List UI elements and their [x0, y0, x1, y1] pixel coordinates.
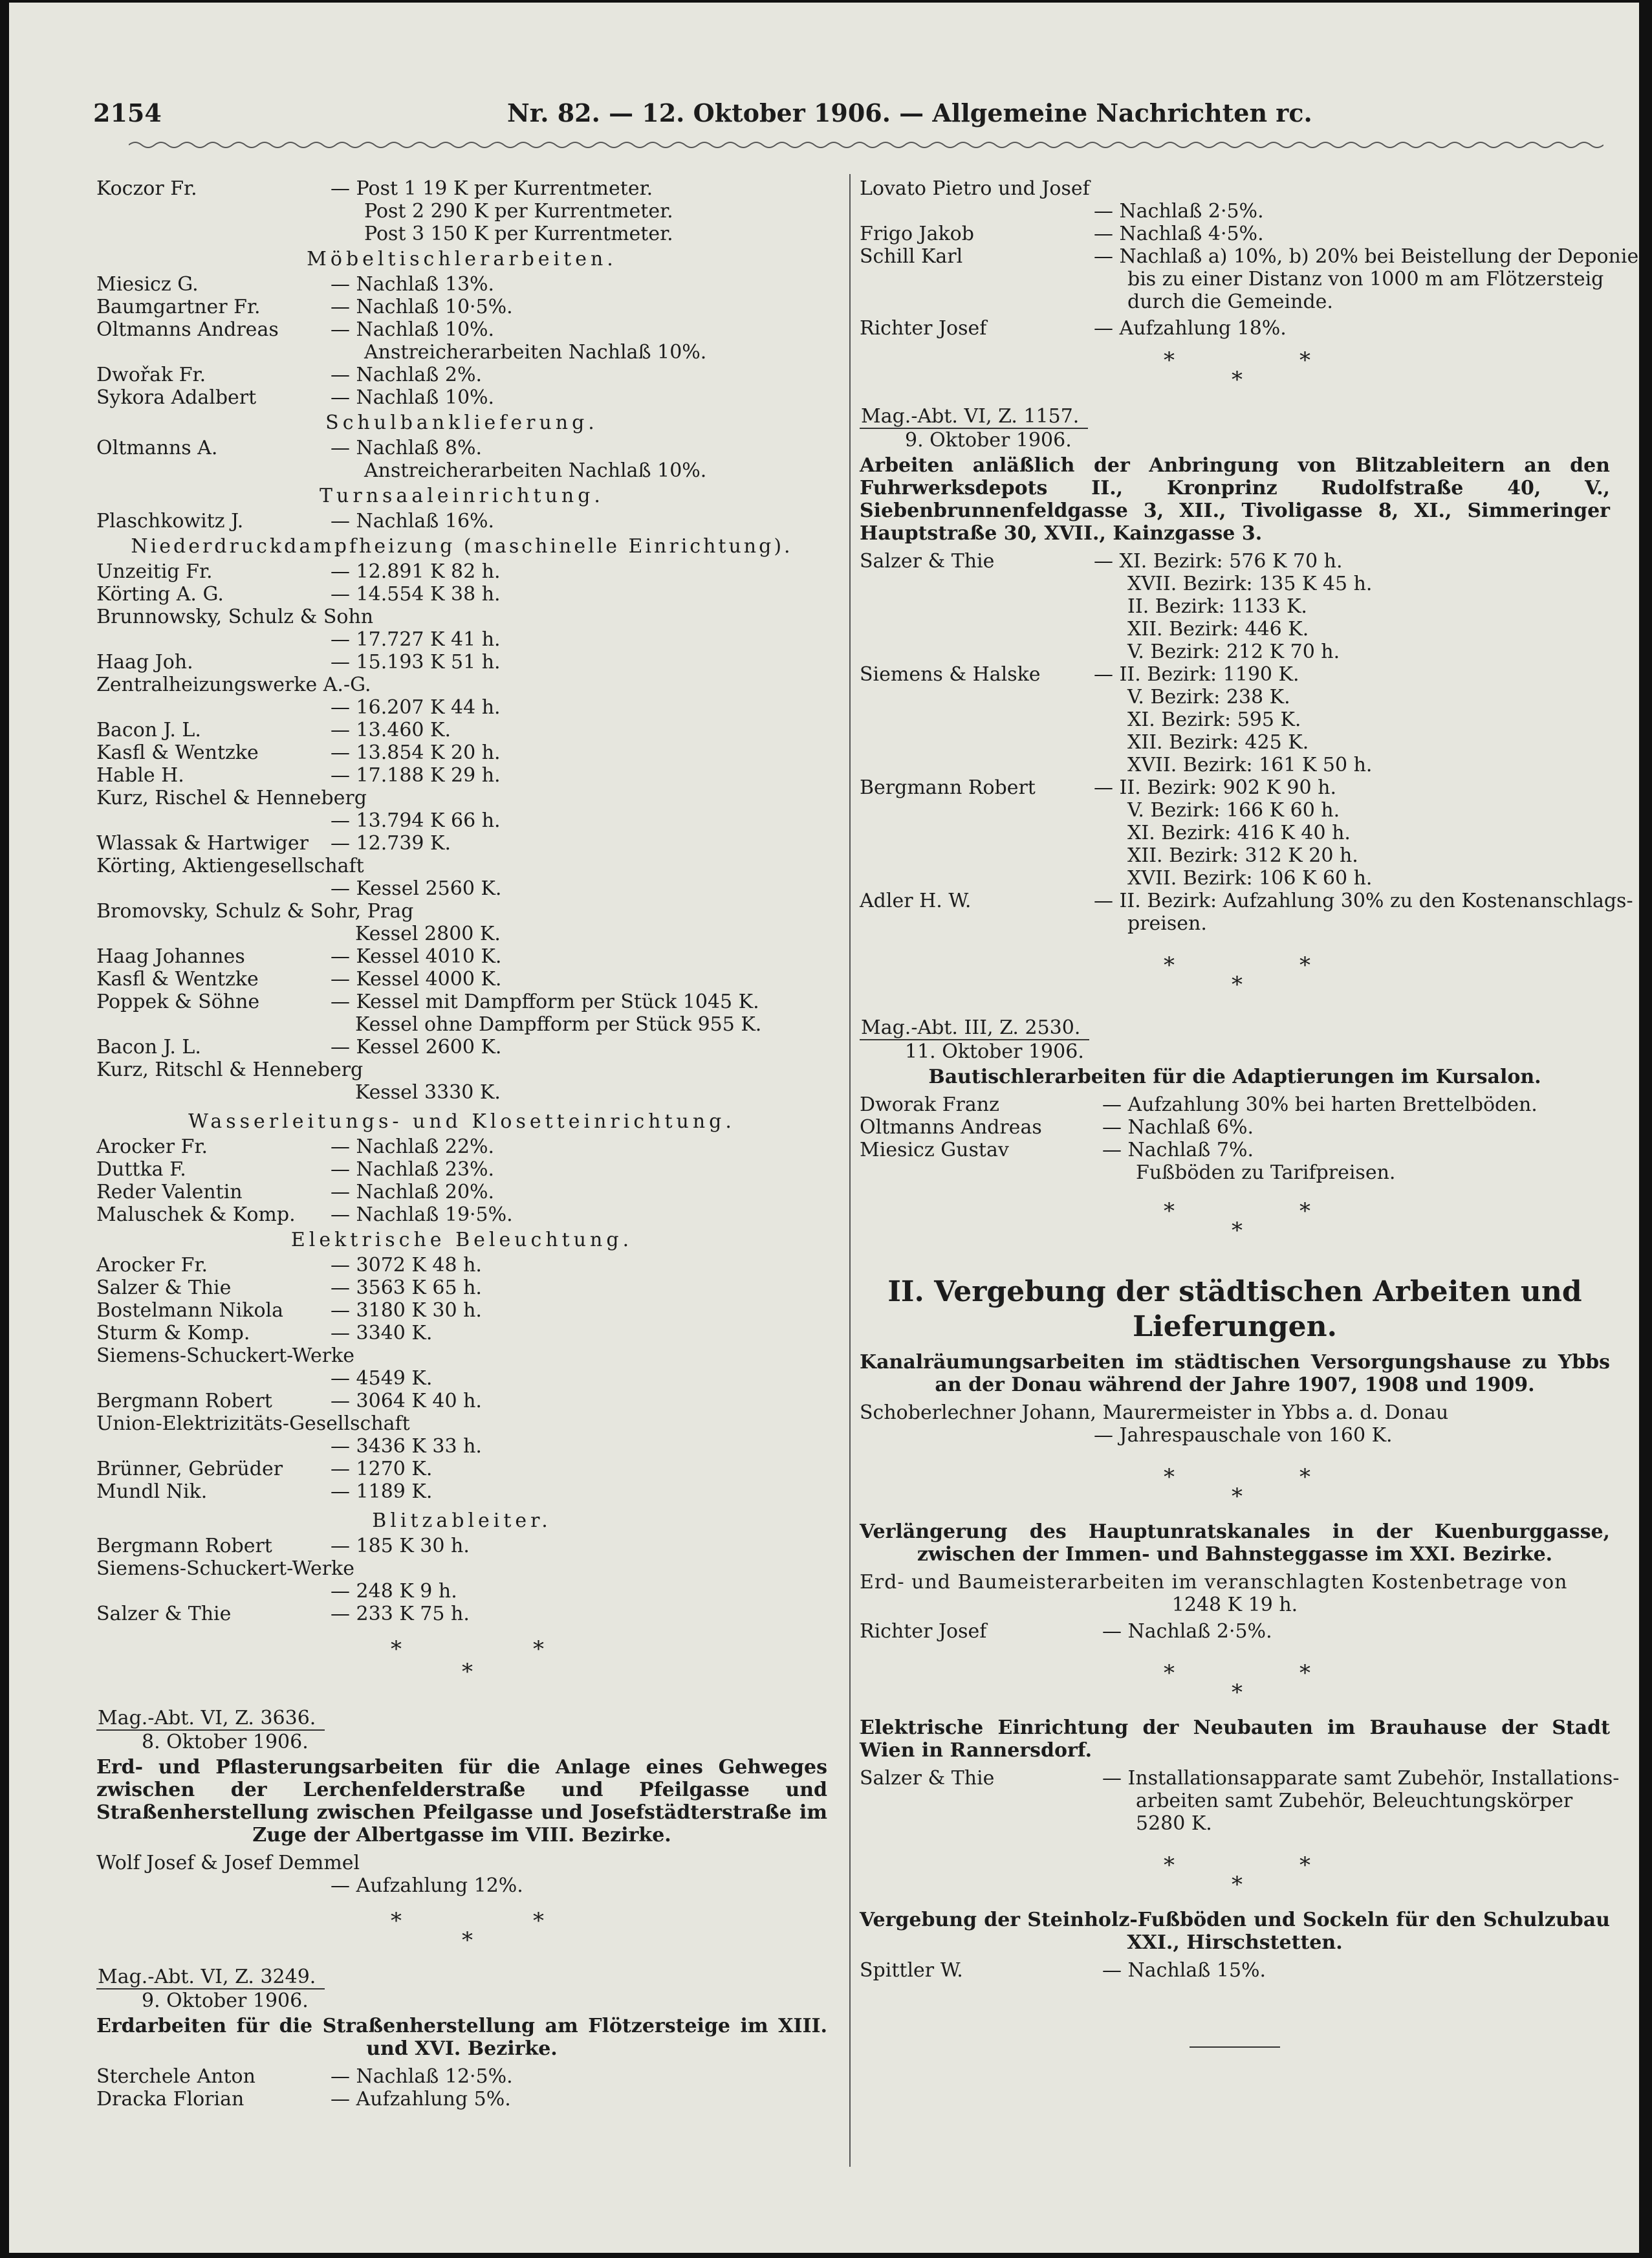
list-item: Spittler W. — Nachlaß 15%. — [860, 1959, 1266, 1982]
list-item-name: Lovato Pietro und Josef — [860, 177, 1090, 200]
block-title: Erdarbeiten für die Straßenherstellung am Flötzersteige im XIII. und XVI. Bezirke. — [96, 2015, 827, 2060]
date: 11. Oktober 1906. — [905, 1040, 1084, 1063]
block-title: Kanalräumungsarbeiten im städtischen Versorgungshause zu Ybbs an der Donau während der Jahre 1907, 1908 und 1909. — [860, 1351, 1610, 1396]
list-item-name: Schoberlechner Johann, Maurermeister in Ybbs a. d. Donau — [860, 1401, 1449, 1424]
list-item: Bergmann Robert — 185 K 30 h. — [96, 1535, 470, 1557]
list-item: Schill Karl — Nachlaß a) 10%, b) 20% bei Beistellung der Deponie bis zu einer Distanz von 1000 m am Flötzersteig durch die Gemeinde. — [860, 245, 1639, 313]
reference-number: Mag.-Abt. III, Z. 2530. — [860, 1016, 1089, 1040]
reference-number: Mag.-Abt. VI, Z. 3636. — [96, 1707, 325, 1731]
subheading: Erd- und Baumeisterarbeiten im veranschlagten Kostenbetrage von — [860, 1571, 1568, 1594]
star-separator: * * * — [391, 1908, 544, 1953]
date: 9. Oktober 1906. — [905, 429, 1072, 452]
end-rule — [1190, 2046, 1280, 2048]
section-heading: Möbeltischlerarbeiten. — [307, 248, 617, 270]
list-item: Salzer & Thie — 233 K 75 h. — [96, 1603, 470, 1625]
block-title: Elektrische Einrichtung der Neubauten im Brauhause der Stadt Wien in Rannersdorf. — [860, 1716, 1610, 1762]
list-item-name: Kurz, Rischel & Henneberg — [96, 787, 367, 809]
block-title: Vergebung der Steinholz-Fußböden und Sockeln für den Schulzubau XXI., Hirschstetten. — [860, 1909, 1610, 1954]
list-item-value: Kessel 3330 K. — [355, 1081, 501, 1104]
list-item: Dworak Franz — Aufzahlung 30% bei harten Brettelböden. — [860, 1093, 1538, 1116]
list-item: Poppek & Söhne — Kessel mit Dampfform per Stück 1045 K. Kessel ohne Dampfform per Stück 955 K. — [96, 991, 762, 1036]
section-heading: Wasserleitungs- und Klosetteinrichtung. — [188, 1110, 735, 1133]
list-item: Baumgartner Fr. — Nachlaß 10·5%. — [96, 296, 513, 318]
left-column — [96, 177, 827, 2110]
list-item-value: — Jahrespauschale von 160 K. — [1094, 1424, 1393, 1447]
star-separator: * * * — [1164, 952, 1310, 998]
list-item: Haag Johannes — Kessel 4010 K. — [96, 945, 502, 968]
list-item: Hable H. — 17.188 K 29 h. — [96, 764, 501, 787]
list-item: Miesicz Gustav — Nachlaß 7%. Fußböden zu Tarifpreisen. — [860, 1139, 1396, 1184]
list-item-value: Kessel 2800 K. — [355, 923, 501, 945]
list-item: Maluschek & Komp. — Nachlaß 19·5%. — [96, 1203, 513, 1226]
date: 9. Oktober 1906. — [142, 1989, 309, 2012]
right-column — [860, 177, 1639, 2048]
list-item: Bergmann Robert — 3064 K 40 h. — [96, 1390, 482, 1412]
list-item: Siemens & Halske — II. Bezirk: 1190 K. V. Bezirk: 238 K. XI. Bezirk: 595 K. XII. Bezirk: 425 K. XVII. Bezirk: 161 K 50 h. — [860, 663, 1373, 776]
block-title: Verlängerung des Hauptunratskanales in der Kuenburggasse, zwischen der Immen- und Bahnsteggasse im XXI. Bezirke. — [860, 1520, 1610, 1566]
list-item: Salzer & Thie — Installationsapparate samt Zubehör, Installations- arbeiten samt Zubehör, Beleuchtungskörper 5280 K. — [860, 1767, 1620, 1835]
list-item: Reder Valentin — Nachlaß 20%. — [96, 1181, 495, 1203]
list-item-name: Union-Elektrizitäts-Gesellschaft — [96, 1412, 410, 1435]
block-title: Bautischlerarbeiten für die Adaptierungen im Kursalon. — [928, 1066, 1541, 1088]
section-title: II. Vergebung der städtischen Arbeiten und Lieferungen. — [887, 1275, 1582, 1343]
list-item: Richter Josef — Aufzahlung 18%. — [860, 317, 1287, 340]
list-item-name: Siemens-Schuckert-Werke — [96, 1344, 354, 1367]
block-title: Arbeiten anläßlich der Anbringung von Blitzableitern an den Fuhrwerksdepots II., Kronprinz Rudolfstraße 40, V., Siebenbrunnenfeldgasse 3, XII., Tivoligasse 8, XI., Simmeringer Hauptstraße 30, XVII., Kainzgasse 3. — [860, 454, 1610, 545]
list-item: Duttka F. — Nachlaß 23%. — [96, 1158, 495, 1181]
list-item: Unzeitig Fr. — 12.891 K 82 h. — [96, 560, 501, 583]
column-divider — [849, 174, 851, 2167]
list-item: Sturm & Komp. — 3340 K. — [96, 1322, 433, 1344]
list-item: Kasfl & Wentzke — 13.854 K 20 h. — [96, 741, 501, 764]
list-item-name: Zentralheizungswerke A.-G. — [96, 674, 371, 696]
subheading-amount: 1248 K 19 h. — [1171, 1594, 1298, 1616]
star-separator: * * * — [1164, 347, 1310, 393]
section-heading: Turnsaaleinrichtung. — [320, 485, 604, 507]
section-heading: Niederdruckdampfheizung (maschinelle Einrichtung). — [131, 535, 793, 558]
list-item-value: — Aufzahlung 12%. — [331, 1874, 523, 1897]
list-item: Oltmanns Andreas — Nachlaß 10%. Anstreicherarbeiten Nachlaß 10%. — [96, 318, 707, 364]
list-item: Plaschkowitz J. — Nachlaß 16%. — [96, 510, 495, 532]
list-item: Salzer & Thie — 3563 K 65 h. — [96, 1277, 482, 1299]
list-item: Haag Joh. — 15.193 K 51 h. — [96, 651, 501, 674]
list-item-name: Körting, Aktiengesellschaft — [96, 855, 364, 877]
list-item: Dracka Florian — Aufzahlung 5%. — [96, 2088, 511, 2110]
section-heading: Blitzableiter. — [372, 1509, 552, 1532]
list-item-value: — Nachlaß 2·5%. — [1094, 200, 1264, 223]
list-item-name: Wolf Josef & Josef Demmel — [96, 1852, 360, 1874]
list-item-name: Kurz, Ritschl & Henneberg — [96, 1058, 364, 1081]
star-separator: * * * — [391, 1636, 544, 1685]
list-item: Wlassak & Hartwiger — 12.739 K. — [96, 832, 451, 855]
list-item: Sterchele Anton — Nachlaß 12·5%. — [96, 2065, 513, 2088]
list-item: Bacon J. L. — Kessel 2600 K. — [96, 1036, 502, 1058]
list-item: Koczor Fr. — Post 1 19 K per Kurrentmeter. Post 2 290 K per Kurrentmeter. Post 3 150 K per Kurrentmeter. — [96, 177, 673, 245]
list-item-value: — 13.794 K 66 h. — [331, 809, 501, 832]
list-item: Frigo Jakob — Nachlaß 4·5%. — [860, 223, 1264, 245]
list-item-value: — 16.207 K 44 h. — [331, 696, 501, 719]
list-item: Arocker Fr. — 3072 K 48 h. — [96, 1254, 482, 1277]
star-separator: * * * — [1164, 1198, 1310, 1244]
list-item: Bostelmann Nikola — 3180 K 30 h. — [96, 1299, 482, 1322]
list-item-value: — 248 K 9 h. — [331, 1580, 457, 1603]
star-separator: * * * — [1164, 1660, 1310, 1705]
list-item: Arocker Fr. — Nachlaß 22%. — [96, 1135, 495, 1158]
reference-number: Mag.-Abt. VI, Z. 1157. — [860, 405, 1088, 429]
list-item: Oltmanns A. — Nachlaß 8%. Anstreicherarbeiten Nachlaß 10%. — [96, 437, 707, 482]
block-title: Erd- und Pflasterungsarbeiten für die Anlage eines Gehweges zwischen der Lerchenfelderstraße und Pfeilgasse und Straßenherstellung zwischen Pfeilgasse und Josefstädterstraße im Zuge der Albertgasse im VIII. Bezirke. — [96, 1756, 827, 1847]
date: 8. Oktober 1906. — [142, 1731, 309, 1753]
list-item: Dwořak Fr. — Nachlaß 2%. — [96, 364, 482, 386]
page-title: Nr. 82. — 12. Oktober 1906. — Allgemeine Nachrichten rc. — [507, 98, 1312, 127]
list-item: Bacon J. L. — 13.460 K. — [96, 719, 451, 741]
list-item-value: — 3436 K 33 h. — [331, 1435, 482, 1458]
list-item-value: — Kessel 2560 K. — [331, 877, 502, 900]
list-item: Salzer & Thie — XI. Bezirk: 576 K 70 h. XVII. Bezirk: 135 K 45 h. II. Bezirk: 1133 K. XII. Bezirk: 446 K. V. Bezirk: 212 K 70 h. — [860, 550, 1373, 663]
list-item: Richter Josef — Nachlaß 2·5%. — [860, 1620, 1272, 1643]
list-item-value: — 4549 K. — [331, 1367, 433, 1390]
list-item-value: — 17.727 K 41 h. — [331, 628, 501, 651]
star-separator: * * * — [1164, 1852, 1310, 1898]
list-item-name: Brunnowsky, Schulz & Sohn — [96, 606, 374, 628]
list-item: Adler H. W. — II. Bezirk: Aufzahlung 30% zu den Kostenanschlags- preisen. — [860, 890, 1633, 935]
list-item-name: Siemens-Schuckert-Werke — [96, 1557, 354, 1580]
list-item: Brünner, Gebrüder — 1270 K. — [96, 1458, 433, 1480]
list-item: Kasfl & Wentzke — Kessel 4000 K. — [96, 968, 502, 991]
list-item: Miesicz G. — Nachlaß 13%. — [96, 273, 495, 296]
newspaper-page — [9, 3, 1639, 2253]
list-item: Körting A. G. — 14.554 K 38 h. — [96, 583, 501, 606]
list-item: Oltmanns Andreas — Nachlaß 6%. — [860, 1116, 1254, 1139]
reference-number: Mag.-Abt. VI, Z. 3249. — [96, 1966, 325, 1989]
page-number: 2154 — [93, 98, 162, 127]
list-item: Sykora Adalbert — Nachlaß 10%. — [96, 386, 495, 409]
wavy-header-rule — [129, 140, 1603, 150]
list-item: Bergmann Robert — II. Bezirk: 902 K 90 h. V. Bezirk: 166 K 60 h. XI. Bezirk: 416 K 40 h. XII. Bezirk: 312 K 20 h. XVII. Bezirk: 106 K 60 h. — [860, 776, 1373, 890]
list-item: Mundl Nik. — 1189 K. — [96, 1480, 433, 1503]
section-heading: Elektrische Beleuchtung. — [290, 1229, 633, 1251]
list-item-name: Bromovsky, Schulz & Sohr, Prag — [96, 900, 414, 923]
star-separator: * * * — [1164, 1464, 1310, 1509]
section-heading: Schulbanklieferung. — [325, 411, 598, 434]
